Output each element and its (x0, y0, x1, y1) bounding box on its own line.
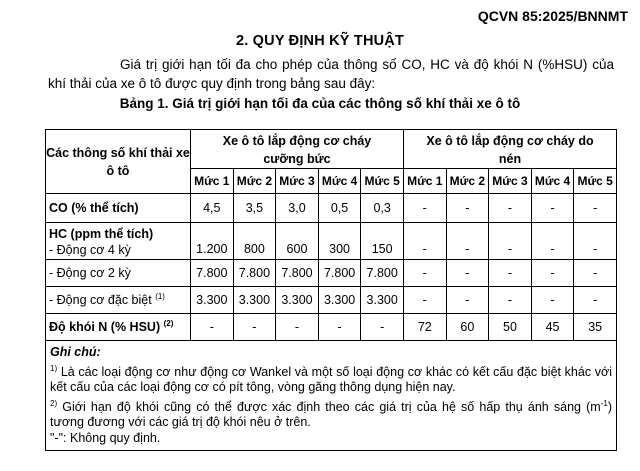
table-cell: 3.300 (318, 287, 361, 314)
table-cell: - (233, 314, 276, 341)
table-cell: 3.300 (361, 287, 404, 314)
section-title: 2. QUY ĐỊNH KỸ THUẬT (235, 33, 405, 49)
table-cell: 800 (233, 223, 276, 260)
table-cell: 7.800 (276, 260, 319, 287)
table-cell: - (574, 194, 617, 223)
document-code: QCVN 85:2025/BNNMT (477, 8, 628, 24)
table-cell: 3.300 (276, 287, 319, 314)
table-row-hc-special (46, 287, 617, 314)
level-header: Mức 5 (574, 169, 617, 194)
table-cell: - (489, 260, 532, 287)
note-1-mark: 1) (50, 363, 58, 373)
level-header: Mức 4 (531, 169, 574, 194)
level-header: Mức 5 (361, 169, 404, 194)
table-header-row (46, 130, 617, 169)
table-cell: - (531, 260, 574, 287)
row-label (46, 314, 191, 341)
table-cell: - (574, 287, 617, 314)
table-cell: 150 (361, 223, 404, 260)
footnote-mark: (2) (163, 319, 174, 329)
note-2-mark: 2) (50, 398, 58, 408)
table-row-co (46, 194, 617, 223)
table-cell: 7.800 (318, 260, 361, 287)
table-cell: 45 (531, 314, 574, 341)
table-cell: - (361, 314, 404, 341)
table-cell: 1.200 (191, 223, 234, 260)
row-label-text: - Động cơ đặc biệt (49, 293, 152, 308)
table-cell: 0,3 (361, 194, 404, 223)
table-cell: - (489, 194, 532, 223)
table-cell: - (318, 314, 361, 341)
table-cell: - (446, 260, 489, 287)
group-compression-ignition-header: Xe ô tô lắp động cơ cháy do nén (403, 130, 616, 169)
intro-paragraph: Giá trị giới hạn tối đa cho phép của thông số CO, HC và độ khói N (%HSU) của khí thải của xe ô tô được quy định trong bảng sau đây: (48, 57, 614, 91)
table-cell: - (574, 223, 617, 260)
table-cell: - (574, 260, 617, 287)
table-cell: 7.800 (191, 260, 234, 287)
table-cell: 3,0 (276, 194, 319, 223)
table-cell: 600 (276, 223, 319, 260)
table-cell: - (403, 194, 446, 223)
row-label-text: - Động cơ 4 kỳ (49, 243, 131, 257)
table-cell: - (489, 223, 532, 260)
table-cell: 7.800 (233, 260, 276, 287)
level-header: Mức 2 (446, 169, 489, 194)
table-cell: 50 (489, 314, 532, 341)
row-label: - Động cơ 2 kỳ (46, 260, 191, 287)
note-3: "-": Không quy định. (50, 430, 161, 445)
row-label (46, 287, 191, 314)
table-cell: 300 (318, 223, 361, 260)
table-cell: - (489, 287, 532, 314)
level-header: Mức 1 (403, 169, 446, 194)
level-header: Mức 3 (276, 169, 319, 194)
level-header: Mức 4 (318, 169, 361, 194)
hc-title: HC (ppm thể tích) (49, 227, 154, 241)
footnote-mark: (1) (155, 292, 165, 302)
table-cell: 0,5 (318, 194, 361, 223)
note-2-text-b: ) tương đương với các giá trị độ khói nêu ở trên. (50, 399, 612, 430)
table-cell: 7.800 (361, 260, 404, 287)
table-cell: - (446, 287, 489, 314)
table-cell: 60 (446, 314, 489, 341)
table-cell: - (531, 287, 574, 314)
table-cell: - (531, 194, 574, 223)
note-2-text-a: Giới hạn độ khói cũng có thể được xác định theo các giá trị của hệ số hấp thụ ánh sáng (m (62, 399, 601, 414)
table-cell: - (403, 287, 446, 314)
table-cell: - (531, 223, 574, 260)
row-label-text: Độ khói N (% HSU) (49, 320, 161, 335)
table-cell: - (403, 260, 446, 287)
level-header: Mức 2 (233, 169, 276, 194)
group-spark-ignition-header: Xe ô tô lắp động cơ cháy cưỡng bức (191, 130, 404, 169)
note-1 (50, 361, 612, 396)
row-label (46, 223, 191, 260)
table-row-hc-4-stroke (46, 223, 617, 260)
table-cell: 4,5 (191, 194, 234, 223)
table-cell: - (403, 223, 446, 260)
notes-heading: Ghi chú: (50, 345, 101, 359)
table-caption: Bảng 1. Giá trị giới hạn tối đa của các thông số khí thải xe ô tô (119, 96, 521, 111)
emission-limits-table (45, 129, 617, 451)
level-header: Mức 1 (191, 169, 234, 194)
table-row-smoke (46, 314, 617, 341)
table-cell: 3,5 (233, 194, 276, 223)
table-cell: 72 (403, 314, 446, 341)
notes-cell (46, 341, 617, 451)
table-cell: - (191, 314, 234, 341)
param-header: Các thông số khí thải xe ô tô (46, 130, 191, 194)
table-cell: - (446, 223, 489, 260)
table-cell: 3.300 (233, 287, 276, 314)
table-cell: 3.300 (191, 287, 234, 314)
note-1-text: Là các loại động cơ như động cơ Wankel và một số loại động cơ khác có kết cấu đặc biệt khác với kết cấu của các loại động cơ có pít tông, vòng găng thông dụng hiện nay. (50, 364, 612, 395)
note-2-superscript: -1 (600, 398, 608, 408)
row-label: CO (% thể tích) (46, 194, 191, 223)
table-row-hc-2-stroke (46, 260, 617, 287)
table-cell: - (446, 194, 489, 223)
table-cell: - (276, 314, 319, 341)
table-cell: 35 (574, 314, 617, 341)
level-header: Mức 3 (489, 169, 532, 194)
notes-row (46, 341, 617, 451)
note-2 (50, 396, 612, 431)
